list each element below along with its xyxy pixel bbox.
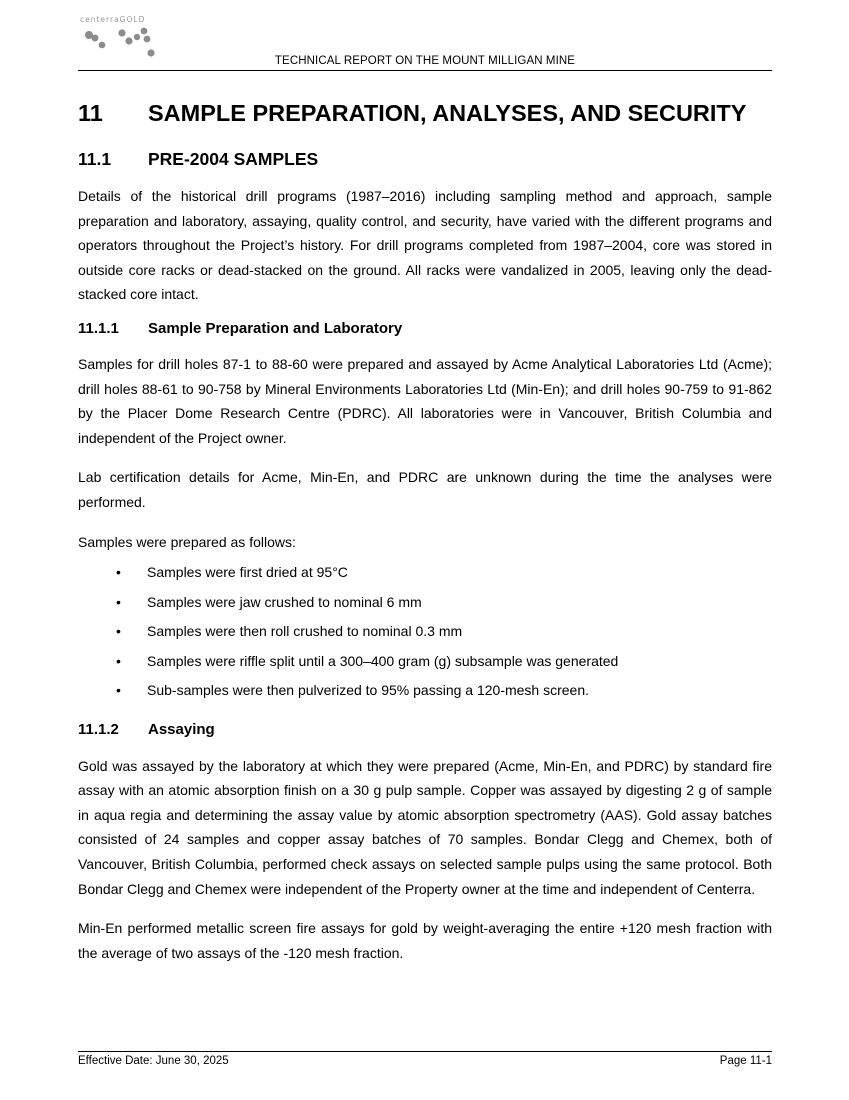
effective-date: Effective Date: June 30, 2025 [78, 1055, 229, 1067]
section-heading [78, 98, 772, 128]
assaying-title: Assaying [148, 720, 215, 738]
report-header-title: TECHNICAL REPORT ON THE MOUNT MILLIGAN MINE [274, 55, 576, 67]
section-number: 11 [78, 100, 103, 126]
bullet-icon: • [116, 623, 121, 640]
list-item [78, 647, 772, 677]
assaying-paragraph: Min-En performed metallic screen fire assays for gold by weight-averaging the entire +120 mesh fraction with the average of two assays of the -120 mesh fraction. [78, 920, 772, 961]
list-item [78, 588, 772, 618]
assaying-number: 11.1.2 [78, 720, 119, 738]
logo-wordmark: centerraGOLD [80, 15, 146, 24]
list-item [78, 558, 772, 588]
page-number: Page 11-1 [719, 1055, 772, 1067]
prep-heading [78, 319, 772, 339]
list-item-text: Samples were jaw crushed to nominal 6 mm [147, 593, 422, 610]
subsection-title: PRE-2004 SAMPLES [148, 149, 319, 169]
list-item-text: Samples were first dried at 95°C [147, 564, 348, 581]
section-title: SAMPLE PREPARATION, ANALYSES, AND SECURITY [148, 100, 747, 126]
bullet-icon: • [116, 593, 121, 610]
subsection-number: 11.1 [78, 149, 112, 169]
bullet-icon: • [116, 652, 121, 669]
assaying-heading [78, 720, 772, 740]
page-content [78, 98, 772, 965]
assaying-paragraph: Gold was assayed by the laboratory at which they were prepared (Acme, Min-En, and PDRC) by standard fire assay with an atomic absorption finish on a 30 g pulp sample. Copper was assayed by digesting 2 g of sample in aqua regia and determining the assay value by atomic absorption spectrometry (AAS). Gold assay batches consisted of 24 samples and copper assay batches of 70 samples. Bondar Clegg and Chemex, both of Vancouver, British Columbia, performed check assays on selected sample pulps using the same protocol. Both Bondar Clegg and Chemex were independent of the Property owner at the time and independent of Centerra. [78, 757, 772, 897]
prep-title: Sample Preparation and Laboratory [148, 319, 403, 337]
prep-steps-list [78, 558, 772, 706]
header-divider [78, 70, 772, 71]
list-item-text: Samples were riffle split until a 300–400 gram (g) subsample was generated [147, 652, 619, 669]
list-item [78, 617, 772, 647]
bullet-icon: • [116, 682, 121, 699]
intro-paragraph: Details of the historical drill programs (1987–2016) including sampling method and approach, sample preparation and laboratory, assaying, quality control, and security, have varied with the different programs and operators throughout the Project’s history. For drill programs completed from 1987–2004, core was stored in outside core racks or dead-stacked on the ground. All racks were vandalized in 2005, leaving only the dead-stacked core intact. [78, 188, 772, 303]
prep-number: 11.1.1 [78, 319, 119, 337]
prep-paragraph: Lab certification details for Acme, Min-En, and PDRC are unknown during the time the analyses were performed. [78, 469, 772, 510]
prep-paragraph: Samples were prepared as follows: [78, 533, 296, 550]
list-item-text: Sub-samples were then pulverized to 95% passing a 120-mesh screen. [147, 682, 590, 699]
prep-paragraph: Samples for drill holes 87-1 to 88-60 were prepared and assayed by Acme Analytical Laboratories Ltd (Acme); drill holes 88-61 to 90-758 by Mineral Environments Laboratories Ltd (Min-En); and drill holes 90-759 to 91-862 by the Placer Dome Research Centre (PDRC). All laboratories were in Vancouver, British Columbia and independent of the Project owner. [78, 355, 772, 446]
footer-divider [78, 1051, 772, 1052]
list-item [78, 676, 772, 706]
subsection-heading [78, 148, 772, 170]
list-item-text: Samples were then roll crushed to nominal 0.3 mm [147, 623, 463, 640]
bullet-icon: • [116, 564, 121, 581]
